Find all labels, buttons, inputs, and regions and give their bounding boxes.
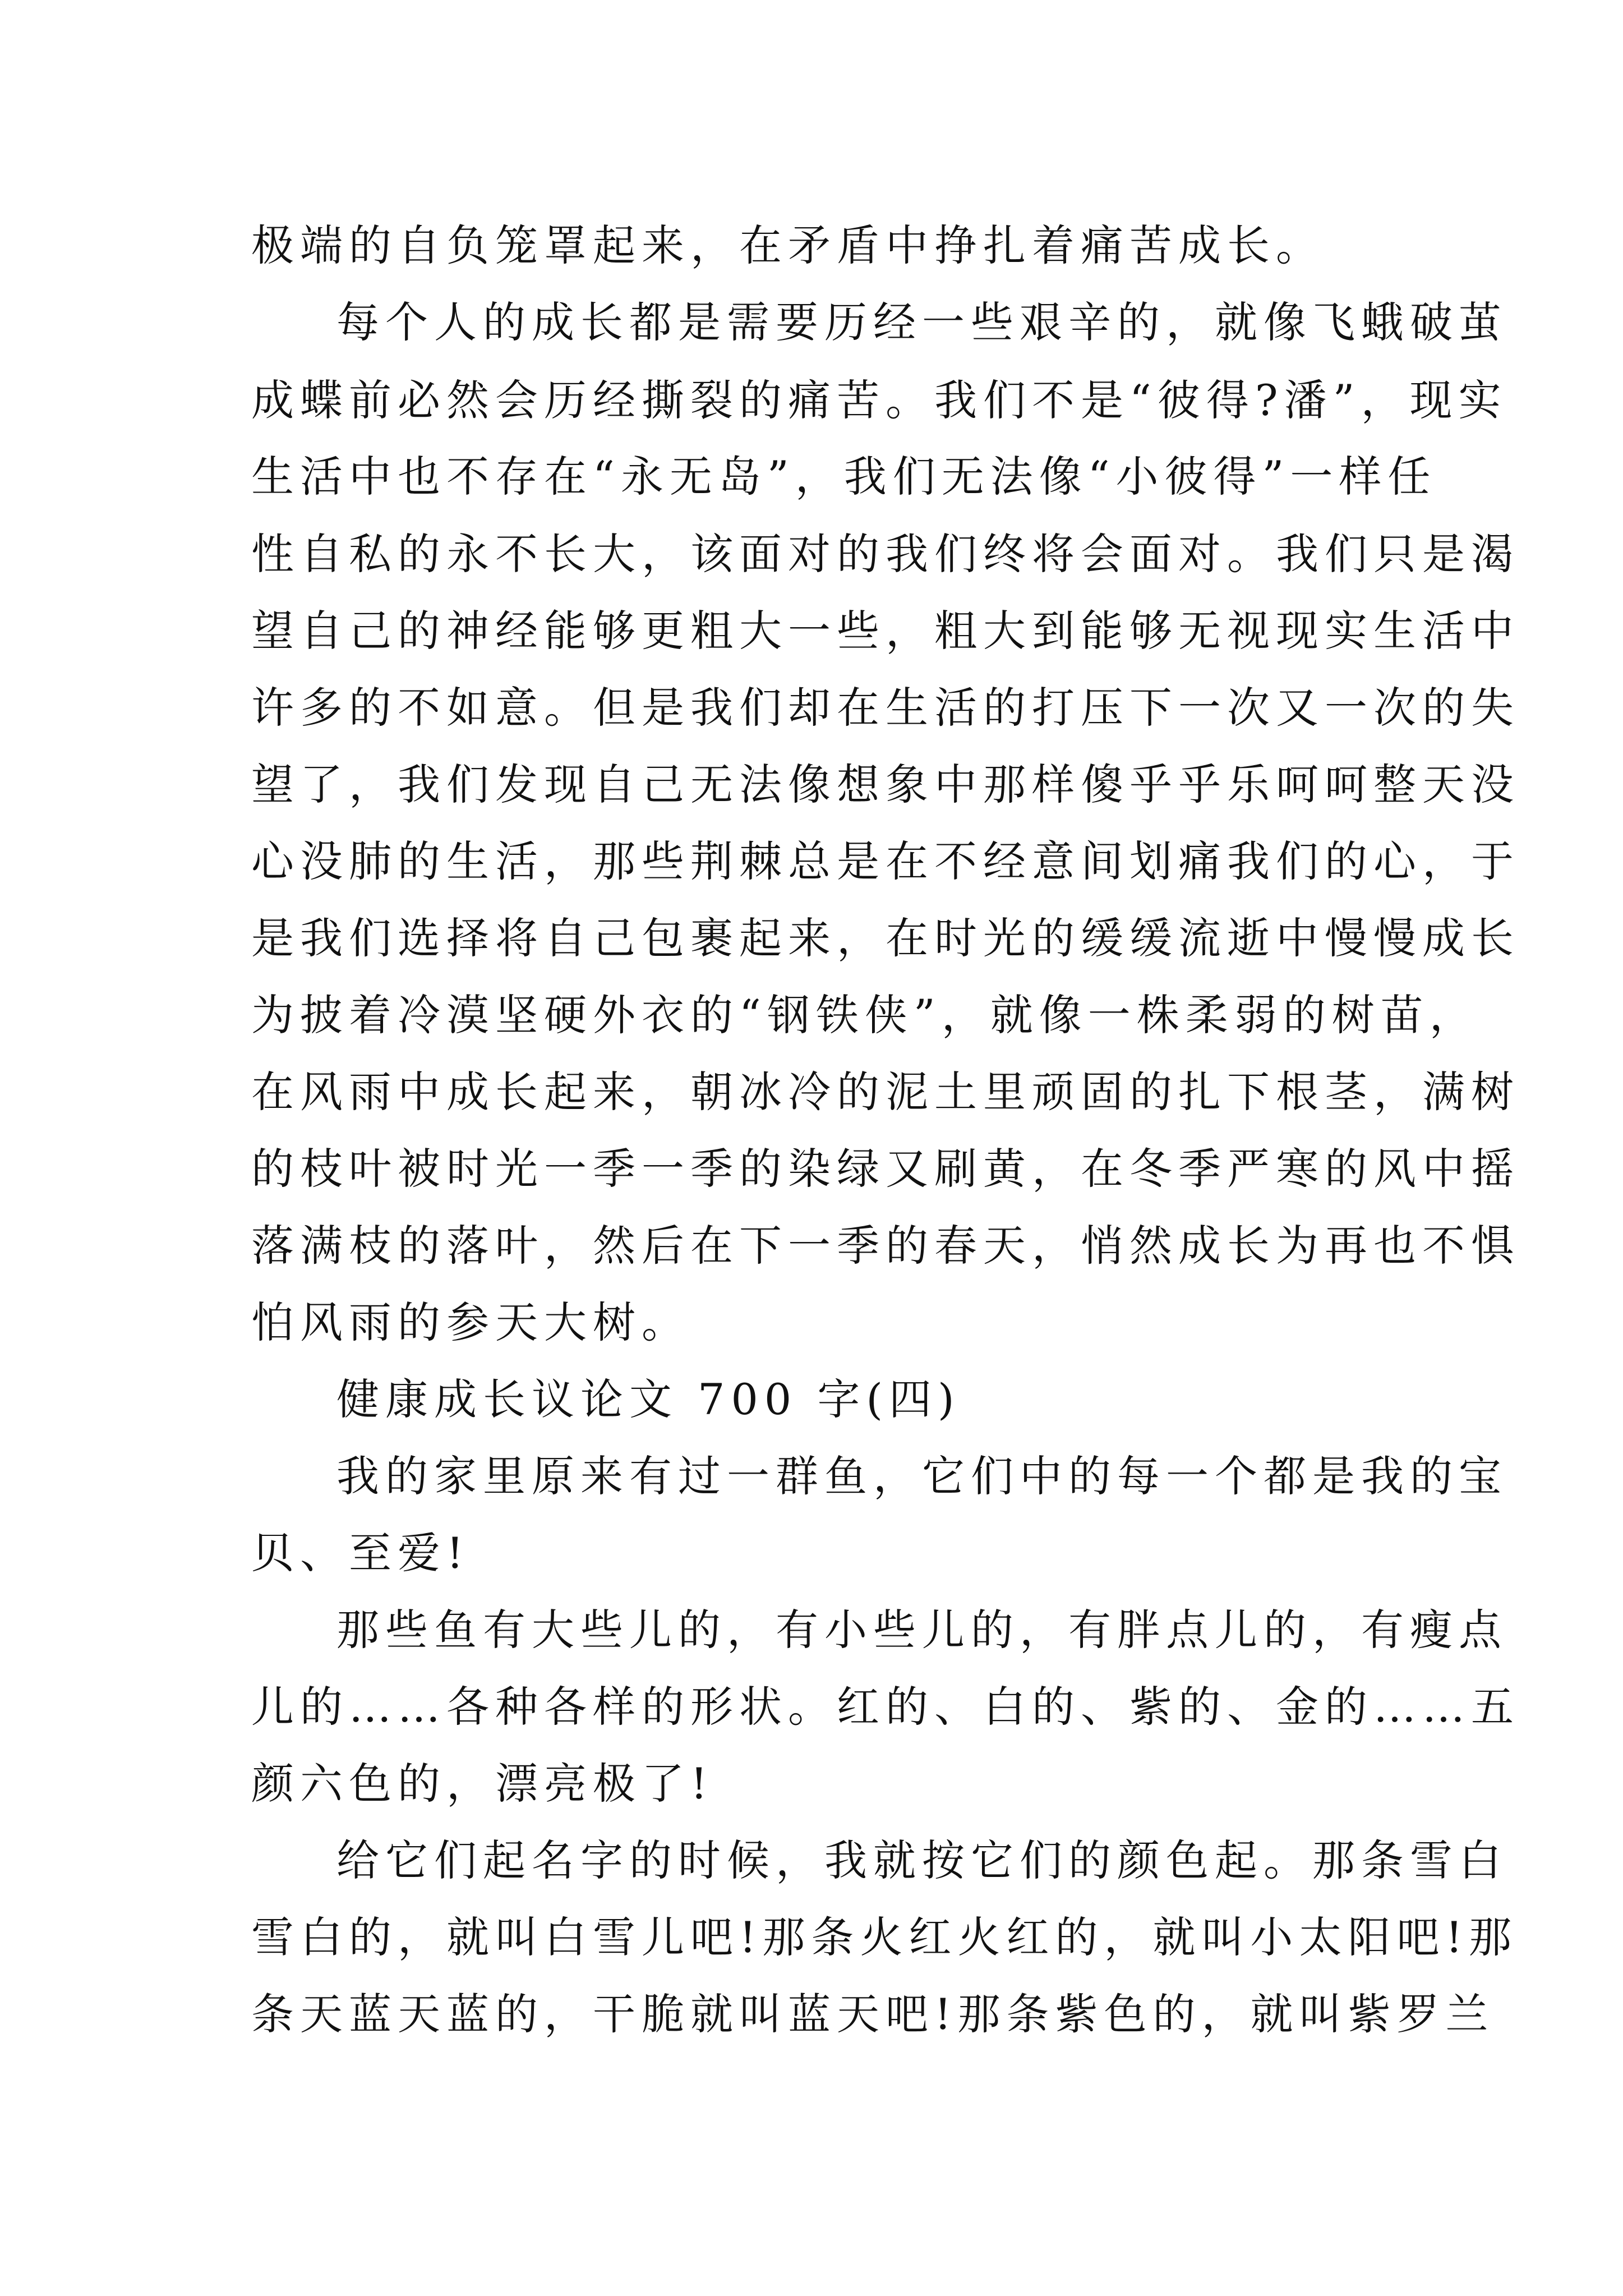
text-line: 怕风雨的参天大树。 [251, 1297, 690, 1347]
text-line: 心没肺的生活，那些荆棘总是在不经意间划痛我们的心，于 [251, 836, 1520, 886]
text-line: 为披着冷漠坚硬外衣的“钢铁侠”，就像一株柔弱的树苗， [251, 990, 1478, 1040]
paragraph-start-line: 每个人的成长都是需要历经一些艰辛的，就像飞蛾破茧 [336, 297, 1507, 347]
text-line: 性自私的永不长大，该面对的我们终将会面对。我们只是渴 [251, 529, 1520, 579]
text-line: 雪白的，就叫白雪儿吧!那条火红火红的，就叫小太阳吧!那 [251, 1912, 1518, 1962]
text-line: 许多的不如意。但是我们却在生活的打压下一次又一次的失 [251, 683, 1520, 733]
text-line: 是我们选择将自己包裹起来，在时光的缓缓流逝中慢慢成长 [251, 913, 1520, 963]
text-line: 望了，我们发现自己无法像想象中那样傻乎乎乐呵呵整天没 [251, 760, 1520, 809]
text-line: 颜六色的，漂亮极了! [251, 1759, 714, 1809]
text-line: 在风雨中成长起来，朝冰冷的泥土里顽固的扎下根茎，满树 [251, 1067, 1520, 1117]
text-line: 儿的……各种各样的形状。红的、白的、紫的、金的……五 [251, 1682, 1520, 1732]
text-line: 望自己的神经能够更粗大一些，粗大到能够无视现实生活中 [251, 606, 1520, 656]
paragraph-start-line: 我的家里原来有过一群鱼，它们中的每一个都是我的宝 [336, 1451, 1507, 1501]
section-heading: 健康成长议论文 700 字(四) [336, 1374, 961, 1424]
paragraph-start-line: 那些鱼有大些儿的，有小些儿的，有胖点儿的，有瘦点 [336, 1605, 1507, 1655]
text-line: 贝、至爱! [251, 1528, 470, 1578]
text-line: 落满枝的落叶，然后在下一季的春天，悄然成长为再也不惧 [251, 1221, 1520, 1271]
paragraph-start-line: 给它们起名字的时候，我就按它们的颜色起。那条雪白 [336, 1835, 1507, 1885]
text-line: 成蝶前必然会历经撕裂的痛苦。我们不是“彼得?潘”，现实 [251, 375, 1507, 425]
text-line: 条天蓝天蓝的，干脆就叫蓝天吧!那条紫色的，就叫紫罗兰 [251, 1989, 1495, 2039]
text-line: 的枝叶被时光一季一季的染绿又刷黄，在冬季严寒的风中摇 [251, 1144, 1520, 1194]
text-line: 极端的自负笼罩起来，在矛盾中挣扎着痛苦成长。 [251, 220, 1325, 270]
text-line: 生活中也不存在“永无岛”，我们无法像“小彼得”一样任 [251, 452, 1437, 501]
